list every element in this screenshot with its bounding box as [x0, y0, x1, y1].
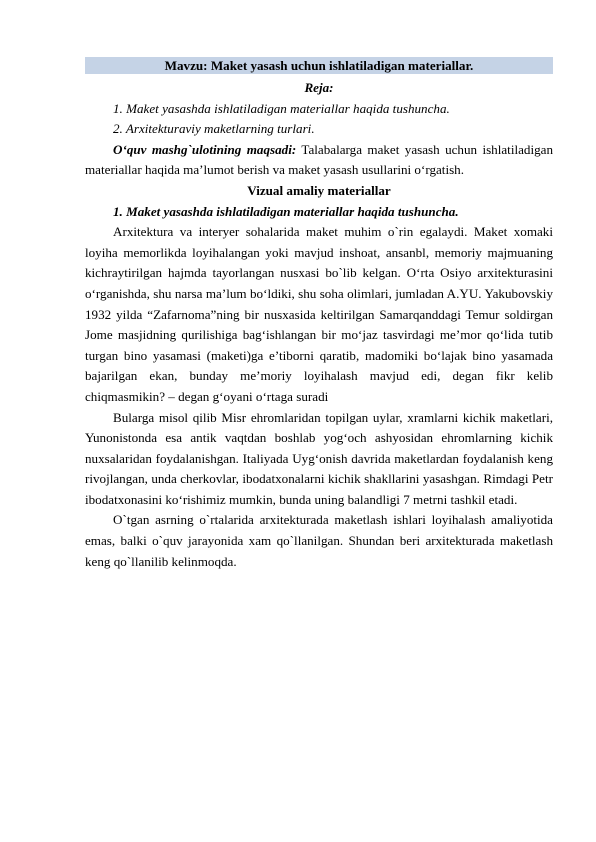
plan-item-1: 1. Maket yasashda ishlatiladigan materiallar haqida tushuncha.: [113, 100, 450, 116]
body-paragraph-2: Bularga misol qilib Misr ehromlaridan topilgan uylar, xramlarni kichik maketlari, Yunonistonda esa antik vaqtdan boshlab yog‘och ashyosidan ehromlarning kichik nuxsalaridan foydalanishgan. Italiyada Uyg‘onish davrida maketlardan foydalanish keng rivojlangan, unda cherkovlar, ibodatxonalarni kichik shakllarini yasashgan. Rimdagi Petr ibodatxonasini ko‘rishimiz mumkin, bunda uning balandligi 7 metrni tashkil etadi.: [85, 409, 553, 507]
document-body: [85, 57, 553, 572]
section-heading: 1. Maket yasashda ishlatiladigan materiallar haqida tushuncha.: [113, 203, 459, 219]
goal-paragraph: [85, 140, 553, 181]
topic-title: Mavzu: Maket yasash uchun ishlatiladigan materiallar.: [85, 57, 553, 74]
goal-label: O‘quv mashg`ulotining maqsadi:: [113, 141, 297, 157]
body-paragraph-1: Arxitektura va interyer sohalarida maket muhim o`rin egalaydi. Maket xomaki loyiha memorlikda loyihalangan yoki mavjud inshoat, ansanbl, memoriy majmuaning kichraytirilgan hajmda tayorlangan nusxasi bo`lib kelgan. O‘rta Osiyo arxitekturasini o‘rganishda, shu narsa ma’lum bo‘ldiki, shu soha olimlari, jumladan A.YU. Yakubovskiy 1932 yilda “Zafarnoma”ning bir nusxasida keltirilgan Samarqanddagi Temur soldirgan Jome masjidning qurilishiga bag‘ishlangan bir mo‘jaz tasvirdagi me’mor qo‘lida tutib turgan bino yasamasi (maketi)ga e’tiborni qaratib, madomiki bo‘lajak bino yasamada bajarilgan ekan, bunday me’moriy loyihalash mavjud edi, degan fikr kelib chiqmasmikin? – degan g‘oyani o‘rtaga suradi: [85, 224, 553, 404]
plan-item-2: 2. Arxitekturaviy maketlarning turlari.: [113, 121, 315, 137]
materials-heading: Vizual amaliy materiallar: [247, 182, 391, 198]
goal-text: Talabalarga maket yasash uchun ishlatiladigan materiallar haqida ma’lumot berish va maket yasash usullarini o‘rgatish.: [85, 141, 553, 178]
body-paragraph-3: O`tgan asrning o`rtalarida arxitekturada maketlash ishlari loyihalash amaliyotida emas, balki o`quv jarayonida xam qo`llanilgan. Shundan beri arxitekturada maketlash keng qo`llanilib kelinmoqda.: [85, 512, 553, 569]
plan-heading: Reja:: [304, 80, 334, 95]
